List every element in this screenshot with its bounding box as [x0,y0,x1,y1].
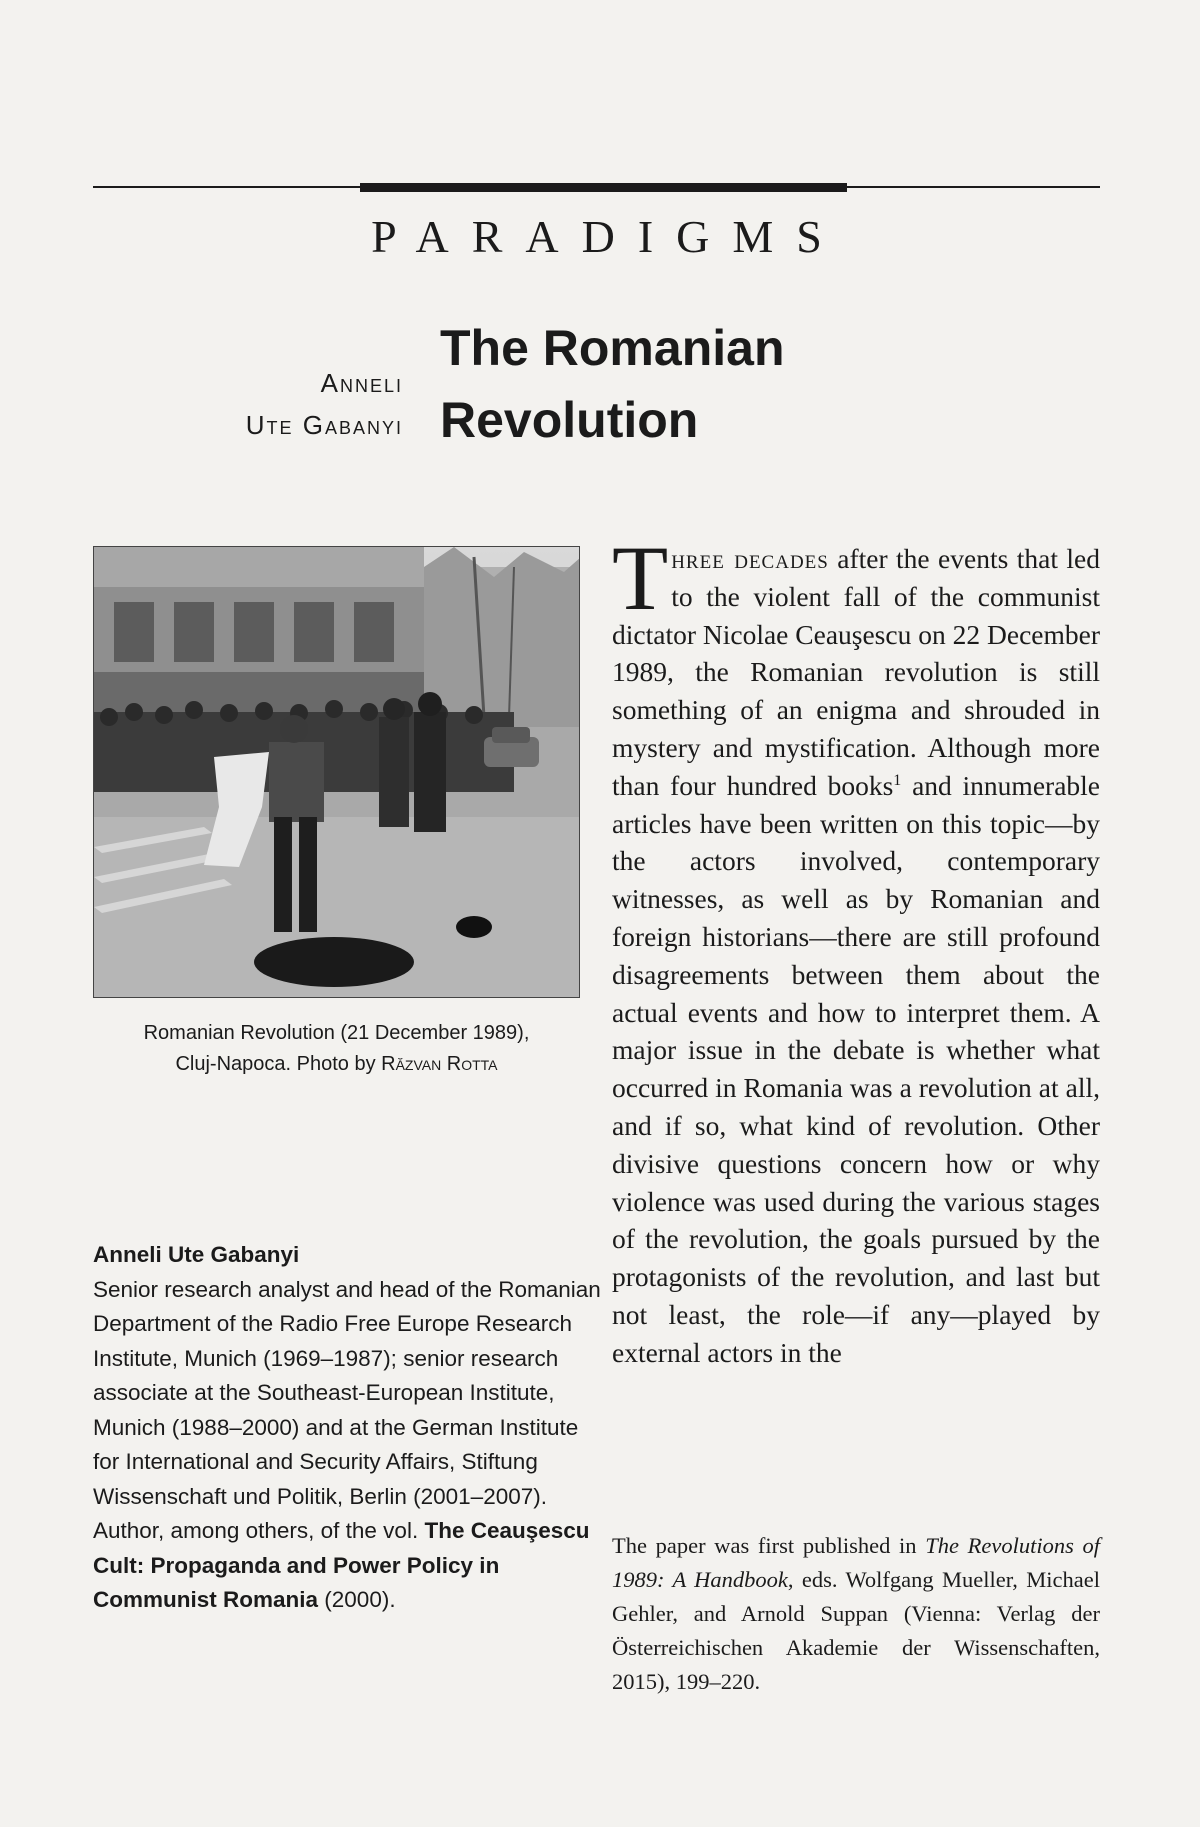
footnote-book: The Revolutions of 1989: A Handbook [612,1533,1100,1592]
body-text-part-1: after the events that led to the violent fall of the communist dictator Nicolae Ceauşescu on 22 December 1989, the Romanian revolution is still something of an enigma and shrouded in mystery and mystification. Although more than four hundred books [612,543,1100,801]
bio-year: (2000). [318,1587,396,1612]
footnote-ref[interactable]: 1 [893,771,902,789]
bio-book-title: The Ceauşescu Cult: Propaganda and Power Policy in Communist Romania [93,1518,590,1612]
article-author [246,362,403,446]
footnote-prefix: The paper was first published in [612,1533,926,1558]
bio-name: Anneli Ute Gabanyi [93,1242,300,1267]
footnote-suffix: , eds. Wolfgang Mueller, Michael Gehler, and Arnold Suppan (Vienna: Verlag der Österreichischen Akademie der Wissenschaften, 2015), 199–220. [612,1567,1100,1694]
article-title [440,312,784,456]
bio-description: Senior research analyst and head of the Romanian Department of the Radio Free Europe Research Institute, Munich (1969–1987); senior research associate at the Southeast-European Institute, Munich (1988–2000) and at the German Institute for International and Security Affairs, Stiftung Wissenschaft und Politik, Berlin (2001–2007). Author, among others, of the vol. [93,1276,601,1543]
photographer-name: Răzvan Rotta [381,1053,498,1075]
author-first-name: Anneli [320,368,403,398]
caption-line-2 [93,1049,580,1080]
photo-caption [93,1018,580,1080]
author-bio [93,1238,603,1618]
title-line-2: Revolution [440,392,699,448]
drop-cap: T [612,527,669,629]
bio-text [93,1273,603,1618]
article-body [612,527,1100,1372]
section-label: PARADIGMS [371,211,845,262]
body-text-part-2: and innumerable articles have been written on this topic—by the actors involved, contemporary witnesses, as well as by Romanian and foreign historians—there are still profound disagreements between them about the actual events and how to interpret them. A major issue in the debate is whether what occurred in Romania was a revolution at all, and if so, what kind of revolution. Other divisive questions concern how or why violence was used during the various stages of the revolution, the goals pursued by the protagonists of the revolution, and last but not least, the role—if any—played by external actors in the [612,769,1100,1368]
footnote [612,1529,1100,1699]
title-line-1: The Romanian [440,320,785,376]
header-rule-thick [360,183,847,192]
caption-line-1: Romanian Revolution (21 December 1989), [143,1022,530,1044]
caption-credit-prefix: Cluj-Napoca. Photo by [175,1053,382,1075]
revolution-photo [93,546,580,998]
author-last-name: Ute Gabanyi [245,410,403,440]
opening-words: hree decades [671,543,829,574]
